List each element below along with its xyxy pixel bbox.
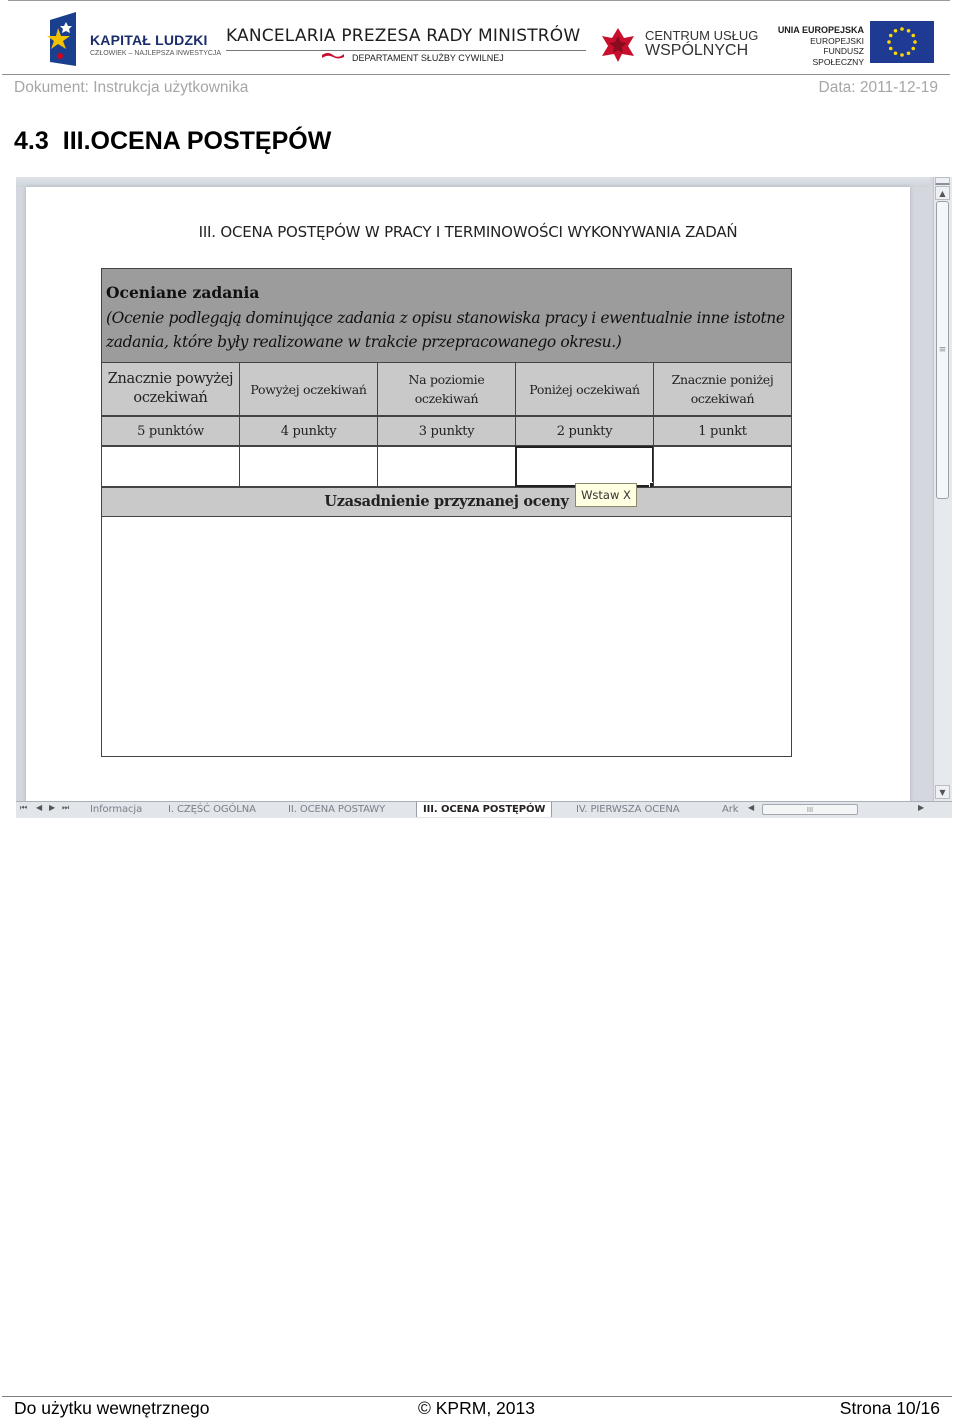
tab-czesc-ogolna[interactable]: I. CZĘŚĆ OGÓLNA bbox=[168, 804, 256, 815]
split-box[interactable] bbox=[935, 177, 950, 185]
date-label: Data: 2011-12-19 bbox=[818, 79, 938, 96]
prev-sheet-icon[interactable]: ◀ bbox=[36, 803, 43, 812]
footer-rule bbox=[2, 1396, 952, 1397]
horizontal-scrollbar[interactable]: III bbox=[762, 804, 858, 815]
header-rule bbox=[2, 74, 950, 75]
tab-ocena-postawy[interactable]: II. OCENA POSTAWY bbox=[288, 804, 386, 815]
score-3: 3 punkty bbox=[377, 416, 516, 446]
footer-page-number: Strona 10/16 bbox=[839, 1398, 940, 1418]
kapital-ludzki-star-icon bbox=[44, 12, 80, 66]
kprm-subtitle: DEPARTAMENT SŁUŻBY CYWILNEJ bbox=[352, 53, 504, 63]
rating-label-2: Poniżej oczekiwań bbox=[515, 362, 654, 416]
input-hint-tooltip: Wstaw X bbox=[575, 483, 637, 507]
cuw-line1: CENTRUM USŁUG bbox=[645, 28, 759, 43]
mark-cell-4[interactable] bbox=[239, 446, 378, 487]
first-sheet-icon[interactable]: ⏮ bbox=[20, 803, 28, 812]
tasks-header bbox=[101, 268, 792, 363]
kprm-title: KANCELARIA PREZESA RADY MINISTRÓW bbox=[226, 26, 581, 46]
spreadsheet-screenshot bbox=[16, 177, 952, 817]
eu-star-icon bbox=[889, 47, 893, 51]
top-rule bbox=[8, 0, 950, 1]
section-heading bbox=[14, 127, 331, 156]
eu-star-icon bbox=[894, 51, 898, 55]
scroll-up-button[interactable]: ▲ bbox=[935, 186, 950, 200]
eu-star-icon bbox=[900, 53, 904, 57]
tab-ark[interactable]: Ark bbox=[722, 804, 739, 815]
justification-header bbox=[101, 487, 792, 517]
score-row bbox=[101, 416, 792, 446]
mark-cell-2-selected[interactable] bbox=[515, 446, 654, 487]
eu-text bbox=[770, 25, 864, 67]
score-2: 2 punkty bbox=[515, 416, 654, 446]
last-sheet-icon[interactable]: ⏭ bbox=[62, 803, 70, 812]
eu-star-icon bbox=[887, 40, 891, 44]
eu-star-icon bbox=[911, 47, 915, 51]
kprm-rule bbox=[226, 50, 586, 51]
rating-label-4: Powyżej oczekiwań bbox=[239, 362, 378, 416]
score-1: 1 punkt bbox=[653, 416, 792, 446]
eu-star-icon bbox=[907, 29, 911, 33]
evaluation-grid bbox=[101, 268, 792, 757]
kapital-ludzki-subtitle: CZŁOWIEK – NAJLEPSZA INWESTYCJA bbox=[90, 50, 222, 57]
eu-star-icon bbox=[907, 51, 911, 55]
eu-star-icon bbox=[911, 34, 915, 38]
scroll-thumb[interactable]: ≡ bbox=[936, 201, 949, 499]
rating-label-5: Znacznie powyżej oczekiwań bbox=[101, 362, 240, 416]
ruler-strip bbox=[16, 177, 930, 187]
tasks-title: Oceniane zadania bbox=[106, 283, 260, 302]
eu-line1: UNIA EUROPEJSKA bbox=[777, 25, 864, 35]
scroll-down-button[interactable]: ▼ bbox=[935, 785, 950, 799]
vertical-scrollbar[interactable] bbox=[933, 177, 952, 801]
mark-row bbox=[101, 446, 792, 487]
eu-star-icon bbox=[894, 29, 898, 33]
next-sheet-icon[interactable]: ▶ bbox=[49, 803, 56, 812]
hscroll-right-icon[interactable]: ▶ bbox=[918, 803, 925, 812]
eu-star-icon bbox=[889, 34, 893, 38]
kapital-ludzki-logo bbox=[44, 12, 224, 68]
cuw-line2: WSPÓLNYCH bbox=[645, 42, 749, 59]
justification-textarea[interactable] bbox=[101, 517, 792, 757]
rating-label-3: Na poziomie oczekiwań bbox=[377, 362, 516, 416]
eu-flag-icon bbox=[870, 21, 934, 63]
kapital-ludzki-title: KAPITAŁ LUDZKI bbox=[90, 32, 208, 48]
polish-flag-icon bbox=[322, 51, 344, 61]
rating-label-1: Znacznie poniżej oczekiwań bbox=[653, 362, 792, 416]
eu-line3: FUNDUSZ SPOŁECZNY bbox=[812, 46, 864, 67]
rating-columns bbox=[101, 362, 792, 416]
justification-label: Uzasadnienie przyznanej oceny bbox=[324, 493, 569, 510]
hscroll-left-icon[interactable]: ◀ bbox=[748, 803, 755, 812]
mark-cell-3[interactable] bbox=[377, 446, 516, 487]
header-logos bbox=[0, 8, 960, 70]
tab-pierwsza-ocena[interactable]: IV. PIERWSZA OCENA bbox=[576, 804, 680, 815]
mark-cell-1[interactable] bbox=[653, 446, 792, 487]
sheet-tab-bar bbox=[16, 801, 952, 818]
mark-cell-5[interactable] bbox=[101, 446, 240, 487]
section-number: 4.3 bbox=[14, 127, 49, 155]
tasks-description: (Ocenie podlegają dominujące zadania z opisu stanowiska pracy i ewentualnie inne istotne zadania, które były realizowane w trakcie przepracowanego okresu.) bbox=[106, 309, 785, 351]
kprm-logo bbox=[226, 26, 586, 68]
eu-star-icon bbox=[913, 40, 917, 44]
sheet-title: III. OCENA POSTĘPÓW W PRACY I TERMINOWOŚCI WYKONYWANIA ZADAŃ bbox=[198, 223, 738, 241]
score-5: 5 punktów bbox=[101, 416, 240, 446]
centrum-uslug-wspolnych-logo bbox=[600, 26, 759, 70]
section-title: III.OCENA POSTĘPÓW bbox=[62, 127, 332, 155]
tab-ocena-postepow[interactable]: III. OCENA POSTĘPÓW bbox=[416, 802, 552, 817]
footer-center: © KPRM, 2013 bbox=[418, 1398, 535, 1418]
score-4: 4 punkty bbox=[239, 416, 378, 446]
tab-informacja[interactable]: Informacja bbox=[90, 804, 143, 815]
document-label: Dokument: Instrukcja użytkownika bbox=[14, 79, 249, 96]
footer-left: Do użytku wewnętrznego bbox=[14, 1398, 210, 1418]
eu-star-icon bbox=[900, 27, 904, 31]
eu-logo bbox=[770, 21, 936, 67]
sheet-page bbox=[26, 187, 910, 802]
eu-line2: EUROPEJSKI bbox=[810, 35, 864, 46]
cuw-eagle-icon bbox=[600, 26, 636, 62]
